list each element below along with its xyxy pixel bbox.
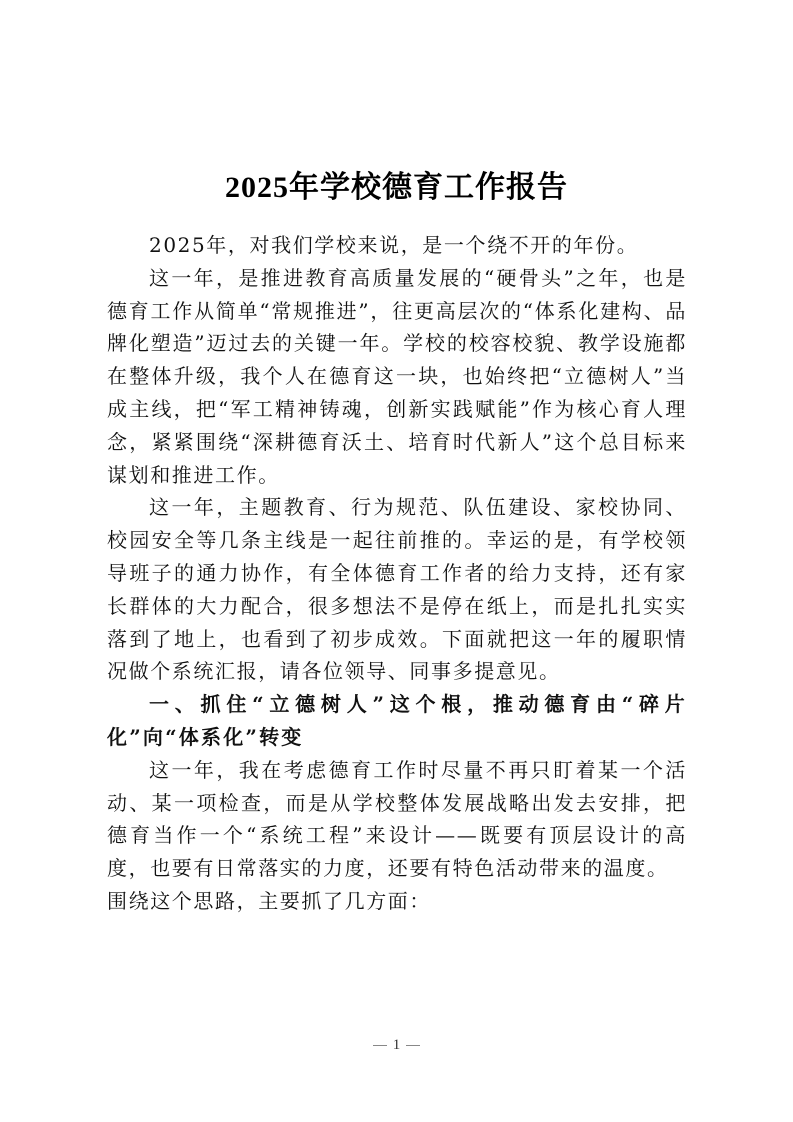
paragraph-background: 这一年，是推进教育高质量发展的“硬骨头”之年，也是德育工作从简单“常规推进”，往更高层次的“体系化建构、品牌化塑造”迈过去的关键一年。学校的校容校貌、教学设施都在整体升级，我个人在德育这一块，也始终把“立德树人”当成主线，把“军工精神铸魂，创新实践赋能”作为核心育人理念，紧紧围绕“深耕德育沃土、培育时代新人”这个总目标来谋划和推进工作。 (107, 265, 687, 487)
paragraph-intro: 2025年，对我们学校来说，是一个绕不开的年份。 (149, 233, 639, 257)
page-number-footer (0, 1037, 793, 1054)
left-dash-decoration (373, 1045, 387, 1046)
document-body (107, 229, 687, 918)
document-title: 2025年学校德育工作报告 (225, 171, 568, 205)
section-heading-1: 一、抓住“立德树人”这个根，推动德育由“碎片化”向“体系化”转变 (107, 692, 687, 749)
closing-line: 围绕这个思路，主要抓了几方面： (107, 888, 431, 913)
paragraph-overview: 这一年，主题教育、行为规范、队伍建设、家校协同、校园安全等几条主线是一起往前推的。幸运的是，有学校领导班子的通力协作，有全体德育工作者的给力支持，还有家长群体的大力配合，很多想法不是停在纸上，而是扎扎实实落到了地上，也看到了初步成效。下面就把这一年的履职情况做个系统汇报，请各位领导、同事多提意见。 (107, 495, 687, 684)
page-number: 1 (392, 1037, 401, 1053)
right-dash-decoration (406, 1045, 420, 1046)
section-1-paragraph: 这一年，我在考虑德育工作时尽量不再只盯着某一个活动、某一项检查，而是从学校整体发展战略出发去安排，把德育当作一个“系统工程”来设计——既要有顶层设计的高度，也要有日常落实的力度，还要有特色活动带来的温度。 (107, 757, 687, 881)
